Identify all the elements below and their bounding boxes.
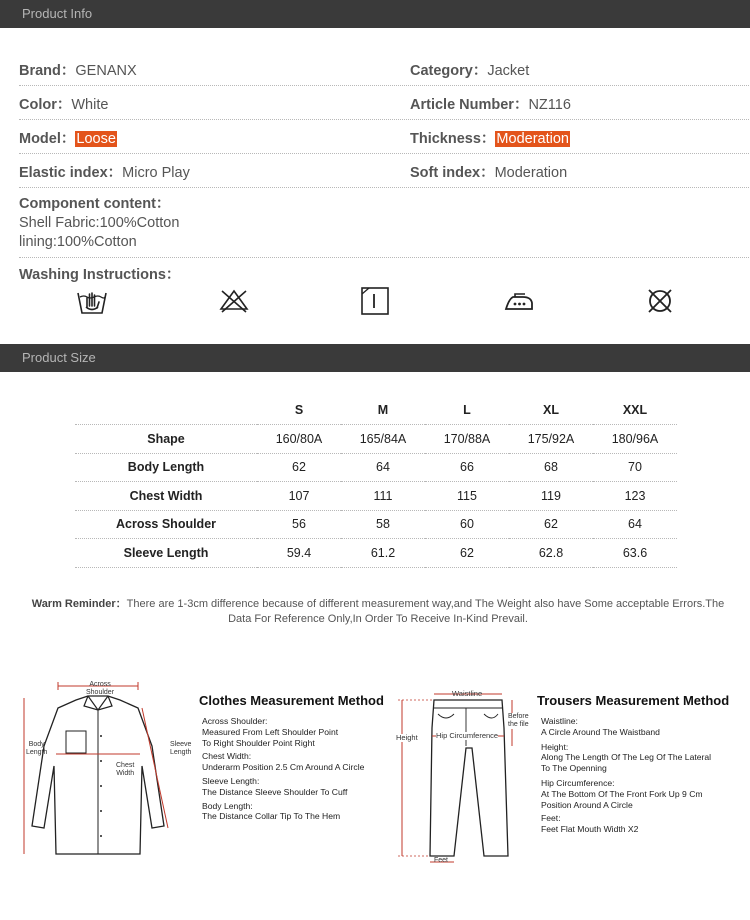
- clothes-line: Underarm Position 2.5 Cm Around A Circle: [202, 762, 365, 773]
- diagram-label-hip: Hip Circumference: [436, 731, 499, 740]
- divider: [19, 187, 750, 188]
- clothes-line: Measured From Left Shoulder Point: [202, 726, 339, 737]
- table-row: [75, 539, 677, 568]
- do-not-bleach-icon: [218, 285, 250, 317]
- table-row: [75, 453, 677, 482]
- clothes-method-title: Clothes Measurement Method: [199, 693, 384, 708]
- color-value: White: [71, 97, 109, 113]
- divider: [19, 85, 750, 86]
- thickness-label: Thickness：: [410, 131, 496, 147]
- trousers-line: To The Openning: [541, 763, 607, 774]
- clothes-line: Across Shoulder:: [202, 716, 268, 726]
- table-cell: 64: [341, 453, 425, 482]
- category-value: Jacket: [487, 63, 530, 79]
- clothes-line: The Distance Collar Tip To The Hem: [202, 811, 341, 822]
- component-content-label: Component content：: [19, 196, 171, 212]
- table-cell: 111: [341, 482, 425, 511]
- shirt-diagram-icon: [18, 676, 198, 866]
- size-header-xl: XL: [509, 396, 593, 425]
- row-label-chest-width: Chest Width: [75, 482, 257, 511]
- diagram-label-across-1: Across: [89, 681, 111, 688]
- row-label-sleeve-length: Sleeve Length: [75, 539, 257, 568]
- hand-wash-icon: [76, 285, 108, 317]
- model-label: Model：: [19, 131, 76, 147]
- warm-reminder-text-2: Data For Reference Only,In Order To Receive In-Kind Prevail.: [228, 613, 528, 625]
- diagram-label-across-2: Shoulder: [86, 689, 115, 696]
- table-cell: 70: [593, 453, 677, 482]
- table-cell: 123: [593, 482, 677, 511]
- size-header-row: [75, 396, 677, 425]
- iron-low-heat-icon: [503, 285, 535, 317]
- diagram-label-chest-2: Width: [116, 770, 135, 777]
- table-cell: 165/84A: [341, 425, 425, 454]
- diagram-label-body-1: Body: [28, 741, 45, 748]
- table-cell: 175/92A: [509, 425, 593, 454]
- table-row: [75, 425, 677, 454]
- table-cell: 62.8: [509, 539, 593, 568]
- warm-reminder-text-1: There are 1-3cm difference because of different measurement way,and The Weight also have Some acceptable Errors.The: [126, 598, 725, 610]
- trousers-method-title: Trousers Measurement Method: [537, 693, 730, 708]
- diagram-label-feet: Feet: [434, 857, 449, 864]
- size-header-blank: [75, 396, 257, 425]
- table-cell: 160/80A: [257, 425, 341, 454]
- table-cell: 68: [509, 453, 593, 482]
- clothes-line: The Distance Sleeve Shoulder To Cuff: [202, 786, 348, 797]
- component-content: [19, 195, 179, 252]
- diagram-label-before-2: the file: [508, 721, 529, 728]
- product-size-header: [0, 344, 750, 372]
- product-info-header-label: Product Info: [22, 6, 93, 21]
- diagram-label-waistline: Waistline: [452, 689, 483, 698]
- trousers-line: Feet Flat Mouth Width X2: [541, 824, 639, 835]
- divider: [19, 257, 750, 258]
- diagram-label-across: [86, 681, 114, 697]
- clothes-line: Chest Width:: [202, 751, 252, 762]
- trousers-line: A Circle Around The Waistband: [541, 726, 660, 737]
- size-table: [75, 396, 677, 568]
- thickness-value-highlight: Moderation: [496, 131, 569, 147]
- diagram-label-chest-1: Chest: [116, 762, 135, 769]
- size-header-xxl: XXL: [593, 396, 677, 425]
- component-line-lining: lining:100%Cotton: [19, 234, 137, 250]
- warm-reminder-label: Warm Reminder：: [31, 598, 127, 610]
- table-cell: 61.2: [341, 539, 425, 568]
- table-cell: 115: [425, 482, 509, 511]
- trousers-line: Feet:: [541, 813, 561, 824]
- size-header-l: L: [425, 396, 509, 425]
- trousers-line: Position Around A Circle: [541, 799, 633, 810]
- size-header-m: M: [341, 396, 425, 425]
- color-label: Color：: [19, 97, 72, 113]
- diagram-label-sleeve-length: [170, 741, 191, 757]
- table-cell: 56: [257, 510, 341, 539]
- clothes-line: Body Length:: [202, 800, 253, 811]
- table-cell: 170/88A: [425, 425, 509, 454]
- row-label-across-shoulder: Across Shoulder: [75, 510, 257, 539]
- clothes-line: Sleeve Length:: [202, 775, 260, 786]
- table-cell: 107: [257, 482, 341, 511]
- info-row-model: [19, 127, 750, 149]
- article-number-value: NZ116: [528, 97, 571, 113]
- soft-index-label: Soft index：: [410, 165, 495, 181]
- washing-instructions-label: Washing Instructions：: [19, 267, 181, 283]
- table-cell: 62: [509, 510, 593, 539]
- trousers-method-text: [541, 716, 711, 835]
- diagram-label-sleeve-2: Length: [170, 749, 192, 756]
- table-row: [75, 482, 677, 511]
- divider: [19, 119, 750, 120]
- diagram-label-before-1: Before: [508, 713, 529, 720]
- diagram-label-body-2: Length: [26, 749, 48, 756]
- table-cell: 66: [425, 453, 509, 482]
- article-number-label: Article Number：: [410, 97, 529, 113]
- trousers-line: Height:: [541, 741, 569, 752]
- table-cell: 62: [257, 453, 341, 482]
- diagram-label-sleeve-1: Sleeve: [170, 741, 192, 748]
- trousers-line: At The Bottom Of The Front Fork Up 9 Cm: [541, 788, 703, 799]
- clothes-method-text: [202, 716, 364, 822]
- hang-dry-icon: [359, 285, 391, 317]
- table-cell: 63.6: [593, 539, 677, 568]
- do-not-dry-clean-icon: [644, 285, 676, 317]
- table-cell: 59.4: [257, 539, 341, 568]
- info-row-color: [19, 93, 750, 115]
- table-cell: 180/96A: [593, 425, 677, 454]
- table-row: [75, 510, 677, 539]
- product-size-header-label: Product Size: [22, 350, 96, 365]
- row-label-shape: Shape: [75, 425, 257, 454]
- size-header-s: S: [257, 396, 341, 425]
- elastic-index-value: Micro Play: [122, 165, 190, 181]
- elastic-index-label: Elastic index：: [19, 165, 123, 181]
- row-label-body-length: Body Length: [75, 453, 257, 482]
- model-value-highlight: Loose: [76, 131, 116, 147]
- brand-value: GENANX: [75, 63, 137, 79]
- table-cell: 119: [509, 482, 593, 511]
- info-row-elastic: [19, 161, 750, 183]
- warm-reminder: [8, 597, 748, 627]
- soft-index-value: Moderation: [494, 165, 568, 181]
- clothes-line: To Right Shoulder Point Right: [202, 737, 315, 748]
- diagram-label-before-file: [508, 713, 529, 729]
- product-info-header: [0, 0, 750, 28]
- trousers-line: Along The Length Of The Leg Of The Lateral: [541, 752, 712, 763]
- diagram-label-body-length: [26, 741, 47, 757]
- trousers-line: Waistline:: [541, 716, 578, 726]
- divider: [19, 153, 750, 154]
- table-cell: 60: [425, 510, 509, 539]
- table-cell: 62: [425, 539, 509, 568]
- brand-label: Brand：: [19, 63, 76, 79]
- table-cell: 64: [593, 510, 677, 539]
- trousers-line: Hip Circumference:: [541, 777, 615, 788]
- component-line-shell: Shell Fabric:100%Cotton: [19, 215, 180, 231]
- category-label: Category：: [410, 63, 488, 79]
- table-cell: 58: [341, 510, 425, 539]
- info-row-brand: [19, 59, 750, 81]
- diagram-label-chest-width: [116, 762, 134, 778]
- diagram-label-height: Height: [396, 733, 418, 742]
